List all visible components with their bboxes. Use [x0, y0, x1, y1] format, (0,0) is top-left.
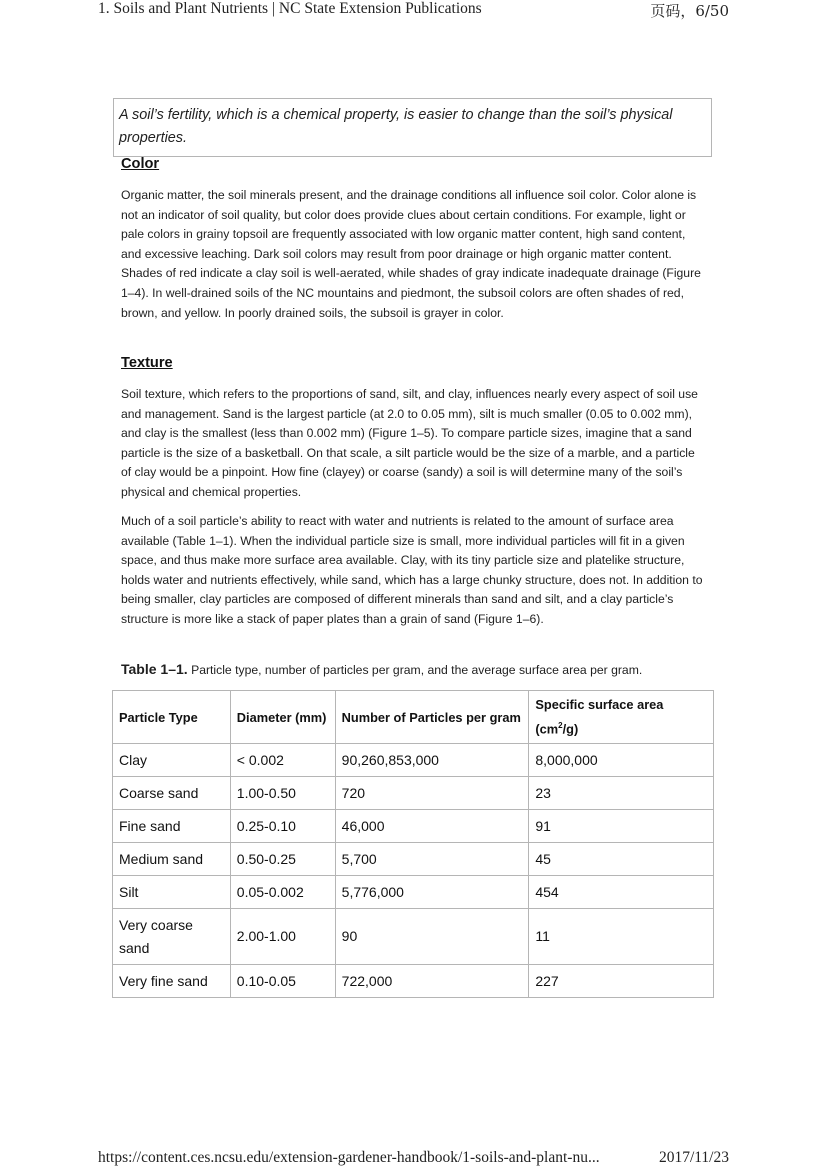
color-paragraph: Organic matter, the soil minerals present, and the drainage conditions all influence soil color. Color alone is not an indicator of soil quality, but color does provide clues about certain conditions. For example, light or pale colors in grainy topsoil are frequently associated with low organic matter content, high sand content, and excessive leaching. Dark soil colors may result from poor drainage or high organic matter content. Shades of red indicate a clay soil is well-aerated, while shades of gray indicate inadequate drainage (Figure 1–4). In well-drained soils of the NC mountains and piedmont, the subsoil colors are often shades of red, brown, and yellow. In poorly drained soils, the subsoil is grayer in color. [121, 188, 701, 320]
page-header-title: 1. Soils and Plant Nutrients | NC State Extension Publications [98, 0, 482, 17]
particle-table [112, 690, 714, 998]
print-footer [98, 1149, 729, 1169]
cell-particle-type: Medium sand [113, 843, 231, 876]
page-number: 页码，6/50 [650, 2, 729, 20]
callout-box: A soil’s fertility, which is a chemical property, is easier to change than the soil’s physical properties. [113, 98, 712, 157]
cell-particle-type: Coarse sand [113, 777, 231, 810]
cell-particle-type: Fine sand [113, 810, 231, 843]
cell-particle-type: Very coarse sand [113, 909, 231, 965]
cell-diameter: < 0.002 [230, 744, 335, 777]
cell-surface-area: 8,000,000 [529, 744, 714, 777]
print-header [98, 0, 729, 20]
table-caption [121, 661, 642, 677]
print-date: 2017/11/23 [658, 1149, 729, 1166]
cell-surface-area: 11 [529, 909, 714, 965]
table-row [113, 965, 714, 998]
cell-surface-area: 454 [529, 876, 714, 909]
color-heading: Color [121, 156, 160, 172]
table-row [113, 909, 714, 965]
table-row [113, 744, 714, 777]
table-row [113, 777, 714, 810]
texture-paragraph-2: Much of a soil particle’s ability to react with water and nutrients is related to the amount of surface area available (Table 1–1). When the individual particle size is small, more individual particles will fit in a given space, and thus make more surface area available. Clay, with its tiny particle size and platelike structure, holds water and nutrients effectively, while sand, which has a large chunky structure, does not. In addition to being smaller, clay particles are composed of different minerals than sand and silt, and a clay particle’s structure is more like a stack of paper plates than a grain of sand (Figure 1–6). [121, 514, 703, 626]
texture-heading: Texture [121, 355, 173, 371]
table-caption-text: Particle type, number of particles per gram, and the average surface area per gram. [191, 663, 643, 677]
table-row [113, 876, 714, 909]
cell-diameter: 2.00-1.00 [230, 909, 335, 965]
page-url: https://content.ces.ncsu.edu/extension-gardener-handbook/1-soils-and-plant-nu... [98, 1149, 600, 1166]
cell-particle-count: 90,260,853,000 [335, 744, 529, 777]
header-particle-type: Particle Type [113, 691, 231, 744]
cell-particle-count: 90 [335, 909, 529, 965]
cell-surface-area: 45 [529, 843, 714, 876]
cell-diameter: 0.05-0.002 [230, 876, 335, 909]
header-surface-area-sup: 2 [558, 721, 563, 731]
cell-particle-type: Very fine sand [113, 965, 231, 998]
cell-surface-area: 91 [529, 810, 714, 843]
cell-particle-count: 720 [335, 777, 529, 810]
table-caption-label: Table 1–1. [121, 661, 188, 677]
header-particle-count: Number of Particles per gram [335, 691, 529, 744]
cell-diameter: 0.50-0.25 [230, 843, 335, 876]
cell-diameter: 0.25-0.10 [230, 810, 335, 843]
cell-particle-count: 5,776,000 [335, 876, 529, 909]
cell-surface-area: 227 [529, 965, 714, 998]
cell-particle-type: Clay [113, 744, 231, 777]
cell-diameter: 0.10-0.05 [230, 965, 335, 998]
header-surface-area-suffix: /g) [562, 721, 579, 737]
header-surface-area-prefix: Specific surface area (cm [535, 697, 664, 737]
cell-diameter: 1.00-0.50 [230, 777, 335, 810]
cell-particle-type: Silt [113, 876, 231, 909]
cell-particle-count: 46,000 [335, 810, 529, 843]
cell-particle-count: 722,000 [335, 965, 529, 998]
cell-surface-area: 23 [529, 777, 714, 810]
table-header-row [113, 691, 714, 744]
header-surface-area [529, 691, 714, 744]
table-row [113, 843, 714, 876]
cell-particle-count: 5,700 [335, 843, 529, 876]
header-diameter: Diameter (mm) [230, 691, 335, 744]
table-row [113, 810, 714, 843]
texture-paragraph-1: Soil texture, which refers to the proportions of sand, silt, and clay, influences nearly every aspect of soil use and management. Sand is the largest particle (at 2.0 to 0.05 mm), silt is much smaller (0.05 to 0.002 mm), and clay is the smallest (less than 0.002 mm) (Figure 1–5). To compare particle sizes, imagine that a sand particle is the size of a basketball. On that scale, a silt particle would be the size of a marble, and a particle of clay would be a pinpoint. How fine (clayey) or coarse (sandy) a soil is will determine many of the soil’s physical and chemical properties. [121, 387, 698, 499]
